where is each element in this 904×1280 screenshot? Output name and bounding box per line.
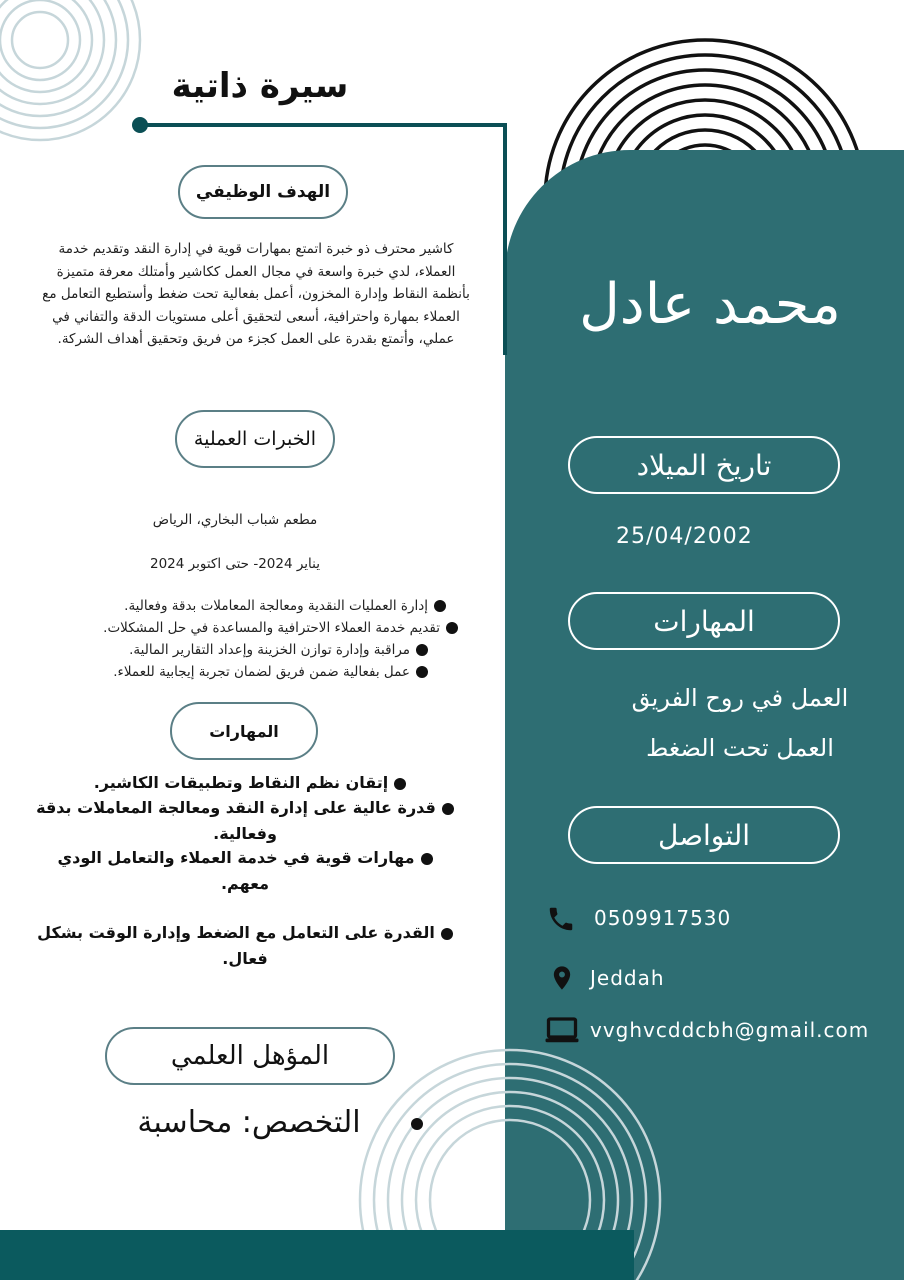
skills-left-heading-label: المهارات bbox=[209, 721, 279, 741]
skill-text: القدرة على التعامل مع الضغط وإدارة الوقت بشكل فعال. bbox=[37, 923, 435, 968]
bullet-icon bbox=[411, 1118, 423, 1130]
contact-city: Jeddah bbox=[590, 966, 665, 990]
skill-right-item: العمل تحت الضغط bbox=[646, 734, 834, 762]
duty-text: مراقبة وإدارة توازن الخزينة وإعداد التقارير المالية. bbox=[129, 642, 410, 658]
duty-item bbox=[103, 620, 458, 636]
location-pin-icon bbox=[548, 962, 576, 994]
skills-right-heading bbox=[568, 592, 840, 650]
bullet-icon bbox=[416, 644, 428, 656]
duty-item bbox=[124, 598, 446, 614]
top-left-rings-icon bbox=[0, 0, 140, 140]
experience-period: يناير 2024- حتى اكتوبر 2024 bbox=[149, 556, 321, 572]
skill-text: قدرة عالية على إدارة النقد ومعالجة المعاملات بدقة وفعالية. bbox=[36, 798, 436, 843]
skill-item bbox=[40, 770, 460, 796]
bottom-bar bbox=[0, 1230, 634, 1280]
bullet-icon bbox=[416, 666, 428, 678]
experience-heading bbox=[175, 410, 335, 468]
contact-heading bbox=[568, 806, 840, 864]
objective-text: كاشير محترف ذو خبرة اتمتع بمهارات قوية في إدارة النقد وتقديم خدمة العملاء، لدي خبرة واسعة في مجال العمل ككاشير وأمتلك معرفة متميزة بأنظمة النقاط وإدارة المخزون، أعمل بفعالية تحت ضغط وأستطيع التعامل مع العملاء بمهارة واحترافية، أسعى لتحقيق أعلى مستويات الدقة والتفاني في عملي، وأتمتع بقدرة على العمل كجزء من فريق وتحقيق أهداف الشركة. bbox=[42, 241, 470, 347]
education-heading-label: المؤهل العلمي bbox=[170, 1041, 330, 1071]
accent-dot-icon bbox=[132, 117, 148, 133]
education-heading bbox=[105, 1027, 395, 1085]
bullet-icon bbox=[434, 600, 446, 612]
skill-text: إتقان نظم النقاط وتطبيقات الكاشير. bbox=[93, 773, 389, 792]
duty-text: تقديم خدمة العملاء الاحترافية والمساعدة في حل المشكلات. bbox=[103, 620, 440, 636]
skill-item bbox=[30, 795, 460, 847]
phone-icon bbox=[546, 904, 576, 934]
duty-text: إدارة العمليات النقدية ومعالجة المعاملات بدقة وفعالية. bbox=[124, 598, 428, 614]
bullet-icon bbox=[394, 778, 406, 790]
birth-date: 25/04/2002 bbox=[616, 524, 753, 549]
duty-text: عمل بفعالية ضمن فريق لضمان تجربة إيجابية للعملاء. bbox=[113, 664, 410, 680]
contact-phone[interactable]: 0509917530 bbox=[594, 906, 732, 930]
laptop-icon bbox=[544, 1016, 580, 1046]
experience-employer: مطعم شباب البخاري، الرياض bbox=[152, 512, 318, 528]
contact-email[interactable]: vvghvcddcbh@gmail.com bbox=[590, 1018, 870, 1042]
bullet-icon bbox=[446, 622, 458, 634]
bullet-icon bbox=[442, 803, 454, 815]
contact-heading-label: التواصل bbox=[658, 818, 750, 852]
skill-item bbox=[35, 920, 455, 972]
duty-item bbox=[113, 664, 428, 680]
bullet-icon bbox=[441, 928, 453, 940]
birth-heading-label: تاريخ الميلاد bbox=[636, 448, 772, 482]
page-title: سيرة ذاتية bbox=[171, 66, 349, 106]
birth-heading bbox=[568, 436, 840, 494]
skill-right-item: العمل في روح الفريق bbox=[631, 684, 849, 712]
education-major bbox=[110, 1105, 450, 1140]
bullet-icon bbox=[421, 853, 433, 865]
experience-heading-label: الخبرات العملية bbox=[193, 428, 317, 450]
major-text: التخصص: محاسبة bbox=[137, 1105, 361, 1140]
objective-heading bbox=[178, 165, 348, 219]
objective-heading-label: الهدف الوظيفي bbox=[195, 182, 331, 202]
skills-left-heading bbox=[170, 702, 318, 760]
skill-item bbox=[45, 845, 445, 897]
person-name: محمد عادل bbox=[579, 272, 841, 337]
skills-right-heading-label: المهارات bbox=[653, 604, 755, 638]
skill-text: مهارات قوية في خدمة العملاء والتعامل الودي معهم. bbox=[57, 848, 415, 893]
duty-item bbox=[129, 642, 428, 658]
